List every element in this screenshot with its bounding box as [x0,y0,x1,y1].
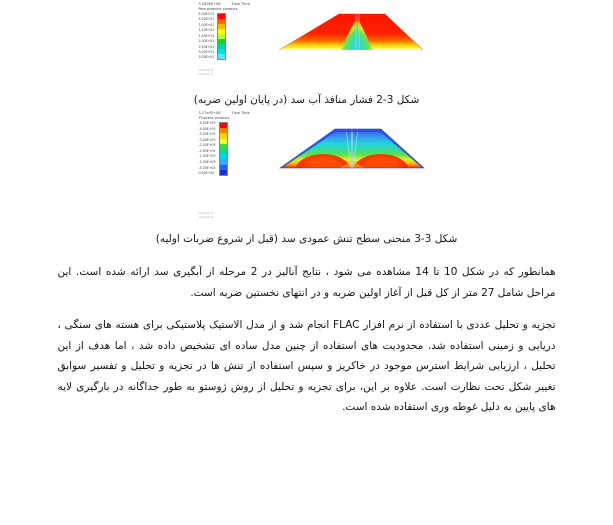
figure-block-3-3 [0,109,613,248]
colorbar-tick: -1.50E+05 [198,154,216,159]
body-text-region [58,262,556,418]
dam-cross-section-pore-pressure [277,6,425,52]
figure-block-3-2 [0,0,613,109]
colorbar-tick: 2.50E+01 [198,44,215,49]
colorbar-tick: 5.00E+01 [198,12,215,16]
colorbar-tick: -5.00E+04 [198,165,216,170]
figure-caption-3-3: شکل 3-3 منحنی سطح تنش عمودی سد (قبل از شروع ضربات اولیه) [155,233,458,245]
dam-cross-section-yy-stress [277,119,427,171]
colorbar-tick: -3.50E+05 [198,132,216,137]
flac-header-line [199,2,250,7]
colorbar-tick: -2.50E+05 [198,143,216,148]
colorbar-tick: -4.00E+05 [198,126,216,131]
flac-footer-line: ▬ ▬▬▬▬ [198,211,214,215]
colorbar-tick: 0.00E+00 [198,171,215,176]
colorbar-segment [218,54,225,59]
flac-header-line [199,111,250,116]
flow-time-value: 3.17e02+08 [198,111,221,115]
colorbar-segment [220,170,227,175]
colorbar-tick-labels [199,13,215,60]
colorbar-tick: 5.00E+01 [198,17,215,22]
colorbar-tick: 1.00E+01 [198,22,215,27]
flac-plot-pore-pressure [177,0,437,78]
flow-time-value: 3.0800E+08 [198,2,221,6]
colorbar-tick: -3.00E+05 [198,137,216,142]
colorbar-swatches [217,13,226,60]
flow-time-label: Flow Time [231,111,250,115]
figure-caption-3-2: شکل 3-2 فشار منافذ آب سد (در پایان اولین ضربه) [193,94,420,106]
colorbar-tick: 3.00E+01 [198,55,215,60]
flac-footer-marks [199,68,214,76]
colorbar-tick: 1.10E+01 [198,28,215,33]
flac-footer-line: ▬ ▬▬▬▬ [198,68,214,72]
plot-subtitle: Pore pressure contours [198,7,238,11]
flac-footer-line: ▬ ▬▬▬▬ [198,215,214,219]
colorbar-tick: -1.00E+05 [198,160,216,165]
flow-time-label: Flow Time [231,2,250,6]
colorbar-tick: -4.50E+05 [198,121,216,125]
plot-subtitle: YY-stress contours [198,116,230,120]
flac-footer-line: ▬ ▬▬▬▬ [198,72,214,76]
colorbar-tick: -2.00E+05 [198,148,216,153]
flac-footer-marks [199,211,214,219]
paragraph-2: تجزیه و تحلیل عددی با استفاده از نرم افزار FLAC انجام شد و از مدل الاستیک پلاستیکی برای هسته های سنگی ، دریایی و زمینی استفاده شد. محدودیت های استفاده از چنین مدل ساده ای تشخیص داده شد ، اما هدف از این تحلیل ، ارزیابی شرایط استرس موجود در خاکریز و سپس استفاده از تنش ها در تجزیه و تحلیل و تفسیر سوابق تغییر شکل تحت نظارت است. علاوه بر این، برای تجزیه و تحلیل از روش ژوستو به طور جداگانه در بارگیری لایه های پایین به دلیل غوطه وری استفاده شده است. [57,319,556,413]
colorbar-tick-labels [199,122,216,176]
colorbar-tick: 1.50E+01 [198,33,215,38]
flac-plot-yy-stress [177,109,437,221]
paragraph-1: همانطور که در شکل 10 تا 14 مشاهده می شود ، نتایج آنالیز در 2 مرحله از آبگیری سد ارائه شده است. این مراحل شامل 27 متر از کل قبل از آغاز اولین ضربه و در انتهای نخستین ضربه است. [57,266,556,299]
colorbar-legend [199,13,227,60]
colorbar-legend [199,122,228,176]
colorbar-tick: 3.00E+01 [198,49,215,54]
colorbar-tick: 2.00E+01 [198,39,215,44]
colorbar-swatches [219,122,228,176]
